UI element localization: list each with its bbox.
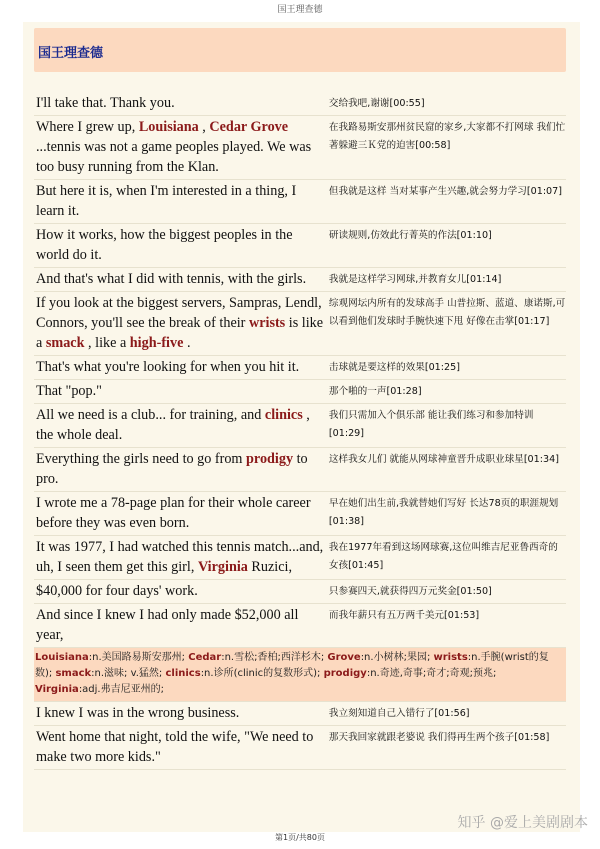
chinese-translation: 但我就是这样 当对某事产生兴趣,就会努力学习[01:07] — [328, 186, 562, 197]
keyword: clinics — [264, 407, 303, 423]
english-text: Everything the girls need to go from — [36, 451, 247, 467]
english-text: And since I knew I had only made $52,000 all year, — [36, 607, 299, 643]
keyword: prodigy — [246, 451, 294, 467]
chinese-translation: 我在1977年看到这场网球赛,这位叫维吉尼亚鲁西奇的女孩[01:45] — [328, 542, 558, 571]
keyword: Louisiana — [138, 119, 199, 135]
english-line — [34, 492, 327, 535]
chinese-translation: 交给我吧,谢谢[00:55] — [328, 98, 425, 109]
english-line — [34, 356, 327, 379]
transcript — [34, 92, 566, 770]
vocab-definition: :n.手腕(wrist的复数); — [35, 652, 549, 679]
english-text: All we need is a club... for training, and — [36, 407, 265, 423]
english-text: It was 1977, I had watched this tennis match...and, uh, I seen them get this girl, — [36, 539, 324, 575]
english-text: That's what you're looking for when you hit it. — [36, 359, 300, 375]
vocab-definition: :n.奇迹,奇事;奇才;奇观;预兆; — [366, 668, 497, 679]
english-line — [34, 726, 327, 769]
vocab-definition: :n.滋味; v.猛然; — [91, 668, 166, 679]
chinese-translation: 早在她们出生前,我就替她们写好 长达78页的职涯规划[01:38] — [328, 498, 559, 527]
vocab-word: Cedar — [188, 652, 222, 663]
english-line — [34, 536, 327, 579]
transcript-row — [34, 180, 566, 224]
page-footer: 第1页/共80页 — [275, 833, 325, 842]
chinese-translation: 那天我回家就跟老婆说 我们得再生两个孩子[01:58] — [328, 732, 550, 743]
english-text: to pro. — [36, 451, 308, 487]
transcript-row — [34, 268, 566, 292]
title-banner — [34, 28, 566, 72]
english-line — [34, 224, 327, 267]
chinese-translation: 综观网坛内所有的发球高手 山普拉斯、蓝道、康诺斯,可以看到他们发球时手腕快速下甩 好像在击掌[01:17] — [328, 298, 566, 327]
keyword: Virginia — [197, 559, 248, 575]
transcript-row — [34, 604, 566, 648]
keyword: wrists — [248, 315, 286, 331]
english-text: is like a — [36, 315, 324, 351]
transcript-row — [34, 492, 566, 536]
transcript-rows-a — [34, 92, 566, 648]
vocab-word: prodigy — [323, 668, 367, 679]
english-text: ...tennis was not a game peoples played. We was too busy running from the Klan. — [36, 139, 312, 175]
english-line — [34, 116, 327, 179]
english-line — [34, 380, 327, 403]
vocab-definition: :n.小树林;果园; — [360, 652, 434, 663]
vocabulary-box — [34, 648, 566, 702]
english-text: I knew I was in the wrong business. — [36, 705, 240, 721]
english-text: I'll take that. Thank you. — [36, 95, 175, 111]
vocab-word: Virginia — [35, 684, 79, 695]
transcript-rows-b — [34, 702, 566, 770]
english-line — [34, 292, 327, 355]
vocab-word: clinics — [165, 668, 201, 679]
transcript-row — [34, 702, 566, 726]
english-line — [34, 268, 327, 291]
english-text: I wrote me a 78-page plan for their whole career before they was even born. — [36, 495, 311, 531]
vocab-word: Louisiana — [35, 652, 89, 663]
transcript-row — [34, 116, 566, 180]
english-text: How it works, how the biggest peoples in the world do it. — [36, 227, 293, 263]
chinese-translation: 研读规则,仿效此行菁英的作法[01:10] — [328, 230, 492, 241]
transcript-row — [34, 224, 566, 268]
english-text: Ruzici, — [247, 559, 293, 575]
transcript-row — [34, 726, 566, 770]
transcript-row — [34, 356, 566, 380]
transcript-row — [34, 380, 566, 404]
english-line — [34, 702, 327, 725]
english-text: $40,000 for four days' work. — [36, 583, 198, 599]
vocab-word: smack — [55, 668, 92, 679]
english-text: But here it is, when I'm interested in a thing, I learn it. — [36, 183, 297, 219]
english-line — [34, 580, 327, 603]
english-line — [34, 448, 327, 491]
english-line — [34, 180, 327, 223]
transcript-row — [34, 92, 566, 116]
chinese-translation: 我们只需加入个俱乐部 能让我们练习和参加特训[01:29] — [328, 410, 534, 439]
chinese-translation: 那个啪的一声[01:28] — [328, 386, 422, 397]
english-text: That "pop." — [36, 383, 102, 399]
chinese-translation: 我就是这样学习网球,并教育女儿[01:14] — [328, 274, 502, 285]
chinese-translation: 而我年薪只有五万两千美元[01:53] — [328, 610, 480, 621]
english-text: And that's what I did with tennis, with the girls. — [36, 271, 307, 287]
english-text: Where I grew up, — [36, 119, 139, 135]
vocab-definition: :n.美国路易斯安那州; — [88, 652, 189, 663]
english-text: , the whole deal. — [36, 407, 310, 443]
chinese-translation: 这样我女儿们 就能从网球神童晋升成职业球星[01:34] — [328, 454, 559, 465]
english-text: Went home that night, told the wife, "We need to make two more kids." — [36, 729, 314, 765]
chinese-translation: 在我路易斯安那州贫民窟的家乡,大家都不打网球 我们忙著躲避三Ｋ党的迫害[00:58] — [328, 122, 566, 151]
english-text: , — [198, 119, 210, 135]
page-header: 国王理查德 — [277, 5, 323, 15]
english-line — [34, 92, 327, 115]
vocab-word: wrists — [433, 652, 468, 663]
keyword: smack — [45, 335, 85, 351]
transcript-row — [34, 292, 566, 356]
vocab-definition: :adj.弗吉尼亚州的; — [78, 684, 164, 695]
english-line — [34, 604, 327, 647]
vocab-word: Grove — [327, 652, 361, 663]
keyword: Cedar Grove — [209, 119, 289, 135]
document-title: 国王理查德 — [38, 46, 104, 61]
watermark: 知乎 @爱上美剧剧本 — [457, 815, 588, 831]
english-text: , like a — [84, 335, 130, 351]
transcript-row — [34, 536, 566, 580]
chinese-translation: 只参赛四天,就获得四万元奖金[01:50] — [328, 586, 492, 597]
english-text: If you look at the biggest servers, Sampras, Lendl, Connors, you'll see the break of their — [36, 295, 322, 331]
english-text: . — [183, 335, 191, 351]
vocab-definition: :n.雪松;香柏;西洋杉木; — [221, 652, 328, 663]
vocab-definition: :n.诊所(clinic的复数形式); — [200, 668, 324, 679]
chinese-translation: 击球就是要这样的效果[01:25] — [328, 362, 460, 373]
chinese-translation: 我立刻知道自己入错行了[01:56] — [328, 708, 470, 719]
keyword: high-five — [129, 335, 184, 351]
english-line — [34, 404, 327, 447]
transcript-row — [34, 404, 566, 448]
transcript-row — [34, 580, 566, 604]
transcript-row — [34, 448, 566, 492]
